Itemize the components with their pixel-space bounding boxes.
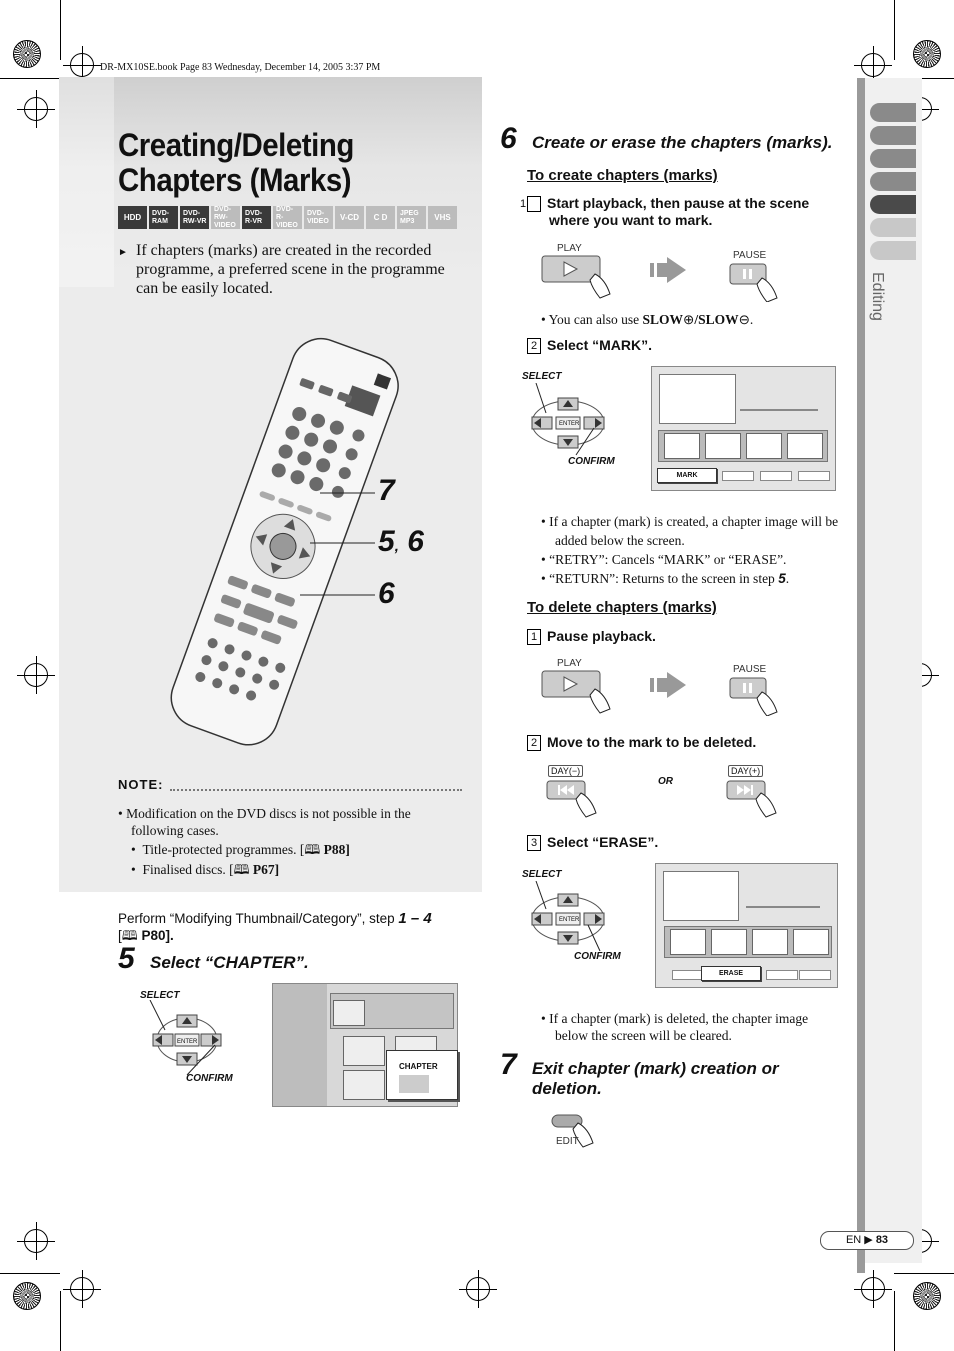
disc-badge [180, 206, 209, 229]
crop-mark [60, 1291, 61, 1351]
mark-button[interactable]: MARK [657, 468, 717, 483]
step-heading: Create or erase the chapters (marks). [532, 133, 833, 152]
slow-note-text: You can also use [548, 312, 643, 327]
crop-mark [894, 0, 895, 60]
confirm-label: CONFIRM [568, 456, 615, 467]
disc-badge [118, 206, 147, 229]
slow-note-row: • You can also use SLOW⊕/SLOW⊖. [541, 312, 754, 327]
play-caption: PLAY [557, 243, 582, 254]
chapter-menu-label: CHAPTER [399, 1062, 438, 1071]
section-tab[interactable] [870, 149, 916, 168]
section-label: Editing [869, 272, 886, 321]
note-sub-item: • Finalised discs. [🕮 P67] [131, 861, 280, 877]
screen-button[interactable] [799, 970, 831, 980]
page-ref[interactable]: P88] [323, 842, 350, 857]
intro-text: If chapters (marks) are created in the recorded programme, a preferred scene in the programme can be easily located. [136, 242, 445, 297]
disc-badge-line: R-VIDEO [276, 213, 298, 229]
erase-button[interactable]: ERASE [701, 966, 761, 981]
note-bullet: • Modification on the DVD discs is not possible in the following cases. [118, 806, 411, 838]
chapter-thumbnail[interactable] [705, 433, 741, 459]
disc-badge-line: V-CD [339, 212, 360, 222]
sub-step-text: Move to the mark to be deleted. [547, 734, 757, 750]
note-sub-item: • Title-protected programmes. [🕮 P88] [131, 842, 350, 857]
section-tab[interactable] [870, 172, 916, 191]
panel-shade [59, 77, 114, 287]
pause-caption: PAUSE [733, 250, 767, 261]
step-heading-line: deletion. [532, 1079, 602, 1098]
category-screen [272, 983, 458, 1107]
crop-mark [894, 1273, 954, 1274]
page-ref[interactable]: P67] [252, 861, 280, 877]
perform-step-range: 1 – 4 [398, 910, 432, 927]
enter-label: ENTER [559, 917, 580, 923]
confirm-label: CONFIRM [186, 1073, 233, 1084]
sub-step [527, 834, 658, 851]
section-tab[interactable] [870, 103, 916, 122]
disc-badge [428, 206, 457, 229]
registration-burst [13, 40, 41, 68]
disc-badge-line: VIDEO [307, 217, 329, 225]
disc-badge-line: RW-VIDEO [214, 213, 236, 229]
sub-step [527, 628, 656, 645]
disc-badge [149, 206, 178, 229]
slow-back-label: SLOW [698, 312, 739, 327]
create-note-text: “RETRY”: Cancels “MARK” or “ERASE”. [549, 552, 787, 567]
callout-number: 6 [378, 577, 395, 610]
step-heading: Select “CHAPTER”. [150, 953, 309, 972]
create-note-text: “RETURN”: Returns to the screen in step [549, 571, 779, 586]
section-label-wrap [868, 272, 888, 332]
delete-note-row: • If a chapter (mark) is deleted, the chapter image below the screen will be cleared. [541, 1011, 809, 1043]
sub-step-text: Select “MARK”. [547, 337, 653, 353]
section-tab[interactable] [870, 126, 916, 145]
crop-mark [0, 78, 60, 79]
thumbnail[interactable] [343, 1070, 385, 1100]
note-sub-text: Finalised discs. [ [142, 861, 234, 877]
disc-badge-line: DVD- [245, 209, 263, 217]
registration-mark [861, 53, 885, 77]
chapter-menu-popup[interactable] [386, 1050, 458, 1100]
step-box-number: 1 [527, 629, 541, 645]
sub-step-text: Pause playback. [547, 628, 656, 644]
chapter-thumbnail[interactable] [670, 929, 706, 955]
disc-badge [211, 206, 240, 229]
skip-forward-button-icon[interactable] [725, 779, 800, 821]
file-header: DR-MX10SE.book Page 83 Wednesday, December 14, 2005 3:37 PM [100, 62, 381, 73]
callout-separator: , [394, 538, 399, 555]
preview-image [659, 374, 736, 424]
screen-button[interactable] [722, 471, 754, 481]
registration-mark [24, 1229, 48, 1253]
disc-badge [366, 206, 395, 229]
page-footer [820, 1231, 914, 1250]
chapter-icon [399, 1075, 429, 1093]
step-number: 5 [118, 942, 135, 975]
perform-text: Perform “Modifying Thumbnail/Category”, step [118, 911, 399, 926]
disc-badge-line: R-VR [245, 217, 263, 225]
registration-mark [70, 53, 94, 77]
arrow-right-icon [650, 255, 690, 285]
disc-badge [242, 206, 271, 229]
sub-step-row [519, 195, 842, 229]
section-tab[interactable] [870, 241, 916, 260]
slow-note-end: . [749, 312, 754, 327]
disc-badge-line: DVD- [276, 205, 294, 213]
callout-number: 7 [378, 474, 395, 507]
note-bullet-text: Modification on the DVD discs is not possible in the following cases. [126, 806, 411, 838]
preview-image [663, 871, 739, 921]
screen-button[interactable] [766, 970, 798, 980]
minus-circle-icon: ⊖ [738, 312, 750, 327]
step-box-number: 1 [527, 196, 541, 212]
thumbnail[interactable] [343, 1036, 385, 1066]
triangle-bullet-icon: ► [118, 247, 128, 258]
page-title [118, 128, 354, 198]
book-icon: 🕮 [233, 861, 250, 877]
chapter-thumbnail[interactable] [711, 929, 747, 955]
erase-screen [655, 863, 838, 988]
note-sub-text: Title-protected programmes. [ [142, 842, 305, 857]
disc-badge-line: C D [373, 212, 388, 222]
play-caption: PLAY [557, 658, 582, 669]
disc-badge-line: DVD- [214, 205, 232, 213]
chapter-thumbnail[interactable] [787, 433, 823, 459]
page-title-line: Creating/Deleting [118, 127, 354, 163]
sub-step [527, 734, 756, 751]
sub-step-text: Select “ERASE”. [547, 834, 659, 850]
screen-button[interactable] [760, 471, 792, 481]
sub-step [519, 195, 842, 229]
disc-badge [273, 206, 302, 229]
create-note: • “RETURN”: Returns to the screen in step 5. [541, 571, 790, 586]
step-box-number: 2 [527, 735, 541, 751]
callout-number-part: 6 [407, 525, 424, 558]
day-minus-caption: DAY(−) [548, 765, 583, 777]
disc-badge-line: DVD- [152, 209, 170, 217]
disc-badge-line: HDD [123, 212, 142, 222]
intro-bullet [118, 241, 458, 298]
delete-note [541, 1010, 841, 1044]
registration-burst [913, 40, 941, 68]
crop-mark [894, 1291, 895, 1351]
enter-label: ENTER [177, 1039, 198, 1045]
disc-badge-line: DVD- [183, 209, 201, 217]
enter-label: ENTER [559, 421, 580, 427]
plus-circle-icon: ⊕ [683, 312, 695, 327]
screen-button[interactable] [798, 471, 830, 481]
registration-mark [70, 1277, 94, 1301]
create-note: • “RETRY”: Cancels “MARK” or “ERASE”. [541, 552, 787, 567]
chapter-thumbnail[interactable] [793, 929, 829, 955]
perform-ref-open: [ [118, 928, 122, 943]
page-number: 83 [875, 1234, 889, 1246]
disc-badge [304, 206, 333, 229]
disc-badge [397, 206, 426, 229]
disc-badge-line: RAM [152, 217, 168, 225]
play-button-icon[interactable] [540, 254, 630, 299]
step-box-number: 2 [527, 338, 541, 354]
day-plus-caption: DAY(+) [728, 765, 763, 777]
delete-note-text: If a chapter (mark) is deleted, the chapter image below the screen will be cleared. [549, 1011, 809, 1043]
create-note: • If a chapter (mark) is created, a chapter image will be added below the screen. [541, 514, 839, 548]
mark-screen [651, 366, 836, 491]
skip-back-button-icon[interactable] [545, 779, 620, 821]
crop-mark [0, 1273, 60, 1274]
triangle-right-icon: ▶ [864, 1234, 873, 1246]
disc-badge-line: JPEG [400, 209, 419, 217]
disc-badges [118, 206, 457, 229]
disc-badge [335, 206, 364, 229]
slow-separator: / [694, 312, 699, 327]
section-tabs [870, 103, 916, 264]
registration-burst [913, 1282, 941, 1310]
registration-mark [861, 1277, 885, 1301]
progress-track [746, 906, 820, 908]
registration-mark [466, 1277, 490, 1301]
step-number: 7 [500, 1048, 517, 1081]
progress-track [740, 409, 818, 411]
thumbnail [333, 1000, 365, 1026]
slow-forward-label: SLOW [642, 312, 683, 327]
select-label: SELECT [140, 990, 180, 1001]
sub-step [527, 337, 652, 354]
registration-burst [13, 1282, 41, 1310]
callout-number [378, 525, 424, 559]
crop-mark [60, 0, 61, 60]
page-ref[interactable]: P80]. [141, 928, 174, 943]
note-divider [170, 789, 462, 791]
book-icon: 🕮 [304, 842, 321, 857]
sub-heading: To delete chapters (marks) [527, 599, 717, 616]
registration-mark [24, 663, 48, 687]
section-tab-active[interactable] [870, 195, 916, 214]
create-note-end: . [785, 571, 790, 586]
pause-button-icon[interactable] [728, 262, 798, 302]
pause-caption: PAUSE [733, 664, 767, 675]
step-heading-line: Exit chapter (mark) creation or [532, 1059, 779, 1078]
select-label: SELECT [522, 869, 562, 880]
disc-badge-line: VHS [434, 212, 451, 222]
edit-button-icon[interactable] [550, 1113, 620, 1153]
perform-instruction [118, 910, 463, 944]
screen-button[interactable] [672, 970, 704, 980]
disc-badge-line: RW-VR [183, 217, 207, 225]
step-number: 6 [500, 122, 517, 155]
sub-heading: To create chapters (marks) [527, 167, 718, 184]
chapter-thumbnail[interactable] [752, 929, 788, 955]
confirm-label: CONFIRM [574, 951, 621, 962]
chapter-thumbnail[interactable] [664, 433, 700, 459]
create-notes [541, 512, 841, 588]
screen-left-pane [273, 984, 327, 1106]
footer-lang: EN [845, 1234, 862, 1246]
step-box-number: 3 [527, 835, 541, 851]
disc-badge-line: MP3 [400, 217, 415, 225]
registration-mark [24, 97, 48, 121]
pause-button-icon[interactable] [728, 676, 798, 716]
or-label: OR [658, 776, 673, 787]
edit-caption: EDIT [556, 1136, 579, 1147]
create-note-text: If a chapter (mark) is created, a chapter image will be added below the screen. [549, 514, 839, 548]
sub-step-text: Start playback, then pause at the scene where you want to mark. [547, 195, 810, 228]
step-heading [532, 1059, 779, 1099]
step-ref: 5 [778, 571, 786, 586]
page-title-line: Chapters (Marks) [118, 162, 352, 198]
chapter-thumbnail[interactable] [746, 433, 782, 459]
slow-note [541, 310, 841, 329]
section-tab[interactable] [870, 218, 916, 237]
note-title: NOTE: [118, 777, 164, 792]
book-icon: 🕮 [121, 928, 138, 943]
side-bar [857, 78, 865, 1273]
callout-number-part: 5 [378, 525, 395, 558]
play-button-icon[interactable] [540, 669, 630, 714]
select-label: SELECT [522, 371, 562, 382]
arrow-right-icon [650, 670, 690, 700]
note-body [118, 806, 463, 878]
disc-badge-line: DVD- [307, 209, 325, 217]
